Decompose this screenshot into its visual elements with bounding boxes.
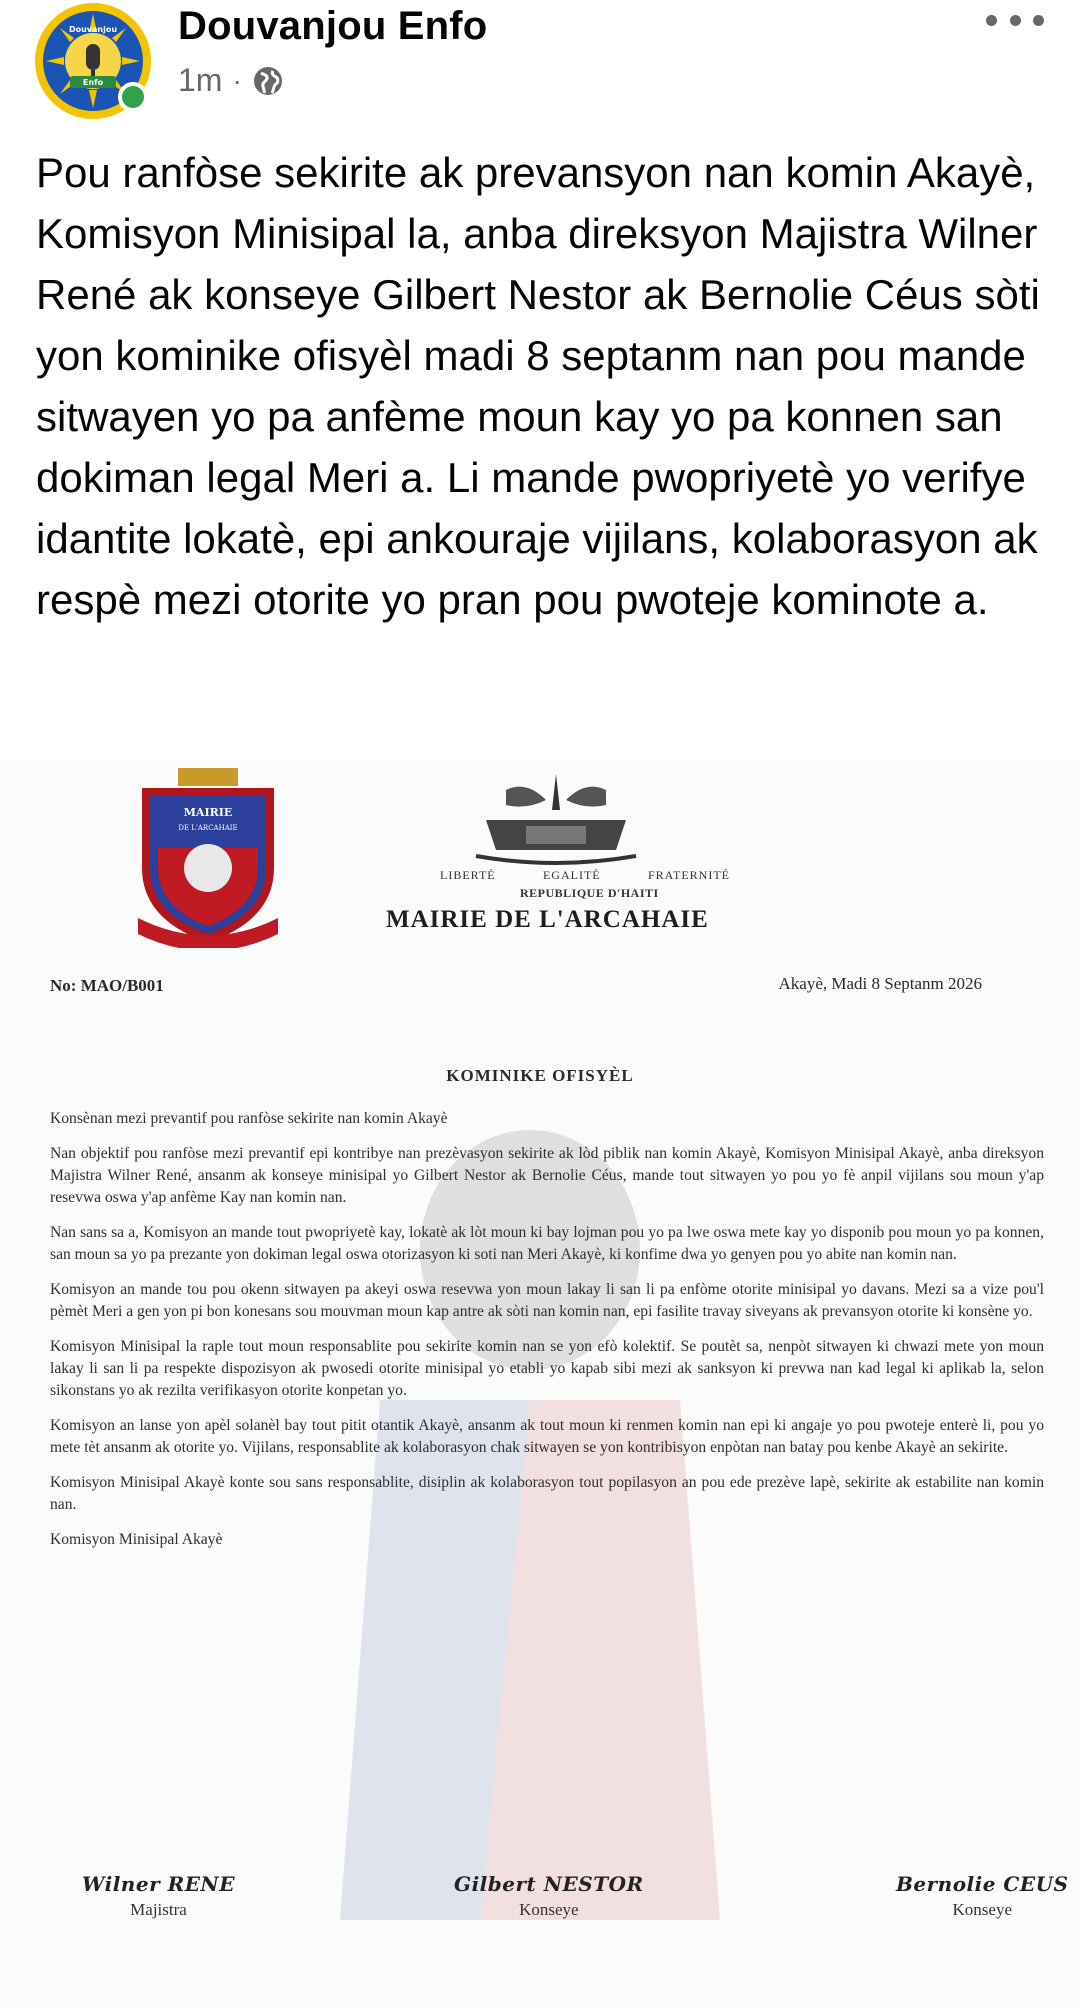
motto-fraternite: FRATERNITÉ (647, 868, 730, 882)
signature-block-councilor-1 (454, 1872, 644, 1920)
post-time[interactable]: 1m (178, 62, 223, 98)
document-paragraph: Komisyon Minisipal la raple tout moun responsablite pou sekirite komin nan se yon efò kolektif. Se poutèt sa, nenpòt sitwayen ki chwazi mete yon moun lakay li san li pa respekte dispozisyon ak pwosedi otorite minisipal yo etabli yo kapab sibi mezi ak sanksyon ki prevwa nan kad legal ki aplikab la, selon sikonstans yo ak rezilta verifikasyon otorite konpetan yo. (50, 1338, 1044, 1399)
document-heading: KOMINIKE OFISYÈL (446, 1066, 634, 1085)
logo-text-mairie: MAIRIE (183, 806, 233, 819)
republic-name: REPUBLIQUE D'HAITI (520, 886, 659, 900)
role-councilor-1: Konseye (519, 1900, 579, 1919)
logo-text-arcahaie: DE L'ARCAHAIE (178, 824, 238, 832)
document-body (50, 1108, 1044, 1564)
document-paragraph: Konsènan mezi prevantif pou ranfòse sekirite nan komin Akayè (50, 1110, 448, 1127)
signature-mayor: Wilner RENE (82, 1872, 235, 1896)
motto-liberte: LIBERTÉ (440, 868, 496, 882)
document-paragraph: Komisyon an lanse yon apèl solanèl bay tout pitit otantik Akayè, ansanm ak tout moun ki renmen komin nan epi ki angaje yo pou pwoteje enterè li, pou yo mete tèt ansanm ak otorite yo. Vijilans, responsablite ak kolaborasyon chak sitwayen se yon kontribisyon enpòtan nan batay pou kenbe Akayè an sekirite. (50, 1417, 1044, 1456)
more-options-button[interactable] (980, 0, 1050, 40)
document-number: No: MAO/B001 (50, 976, 164, 995)
republic-motto (440, 868, 730, 883)
more-dot-icon (1010, 15, 1021, 26)
globe-icon (252, 65, 284, 97)
document-date: Akayè, Madi 8 Septanm 2026 (778, 974, 982, 993)
document-paragraph: Komisyon Minisipal Akayè konte sou sans responsablite, disiplin ak kolaborasyon tout popilasyon an pou ede prezève lapè, sekirite ak estabilite nan komin nan. (50, 1474, 1044, 1513)
document-paragraph: Komisyon Minisipal Akayè (50, 1531, 223, 1548)
signature-block-councilor-2 (896, 1872, 1068, 1920)
document-paragraph: Nan sans sa a, Komisyon an mande tout pwopriyetè kay, lokatè ak lòt moun ki bay lojman pou yo pa lwe oswa mete kay yo disponib pou moun yo pa konnen, san moun sa yo pa prezante yon dokiman legal oswa otorizasyon ki soti nan Meri Akayè, ki konfime dwa yo genyen pou yo abite nan komin nan. (50, 1224, 1044, 1263)
svg-text:Douvanjou: Douvanjou (68, 25, 118, 34)
motto-egalite: EGALITÉ (542, 868, 601, 882)
mairie-title: MAIRIE DE L'ARCAHAIE (386, 906, 709, 933)
signature-block-mayor (82, 1872, 235, 1920)
post-meta (178, 62, 284, 99)
post-message: Pou ranfòse sekirite ak prevansyon nan komin Akayè, Komisyon Minisipal la, anba direksyon Majistra Wilner René ak konseye Gilbert Nestor ak Bernolie Céus sòti yon kominike ofisyèl madi 8 septanm nan pou mande sitwayen yo pa anfème moun kay yo pa konnen san dokiman legal Meri a. Li mande pwopriyetè yo verifye idantite lokatè, epi ankouraje vijilans, kolaborasyon ak respè mezi otorite yo pran pou pwoteje kominote a. (36, 149, 1040, 623)
page-name-link[interactable]: Douvanjou Enfo (178, 4, 488, 48)
more-dot-icon (986, 15, 997, 26)
role-mayor: Majistra (130, 1900, 187, 1919)
document-paragraph: Nan objektif pou ranfòse mezi prevantif epi kontribye nan prezèvasyon sekirite ak lòd piblik nan komin Akayè, Komisyon Minisipal Akayè, anba direksyon Majistra Wilner René, ansanm ak konseye minisipal yo Gilbert Nestor ak Bernolie Céus, mande tout sitwayen yo pou yo fè anpil vijilans sou moun y'ap resevwa oswa y'ap anfème Kay nan komin nan. (50, 1145, 1044, 1206)
online-status-dot (118, 82, 148, 112)
role-councilor-2: Konseye (952, 1900, 1012, 1919)
document-paragraph: Komisyon an mande tou pou okenn sitwayen pa akeyi oswa resevwa yon moun lakay li san li pa enfòme otorite minisipal yo davans. Mezi sa a vize pou'l pèmèt Meri a gen yon pi bon konesans sou mouvman moun kap antre ak sòti nan komin nan, epi fasilite travay siveyans ak prevansyon otorite ki konsène yo. (50, 1281, 1044, 1320)
signature-councilor-1: Gilbert NESTOR (454, 1872, 644, 1896)
meta-separator: · (232, 64, 242, 96)
coat-of-arms-icon (466, 770, 646, 870)
mairie-logo-icon (128, 768, 288, 948)
post-header (0, 0, 1080, 120)
more-dot-icon (1033, 15, 1044, 26)
signature-councilor-2: Bernolie CEUS (896, 1872, 1069, 1896)
svg-text:Enfo: Enfo (82, 78, 104, 87)
post-image-document[interactable] (0, 760, 1080, 2008)
